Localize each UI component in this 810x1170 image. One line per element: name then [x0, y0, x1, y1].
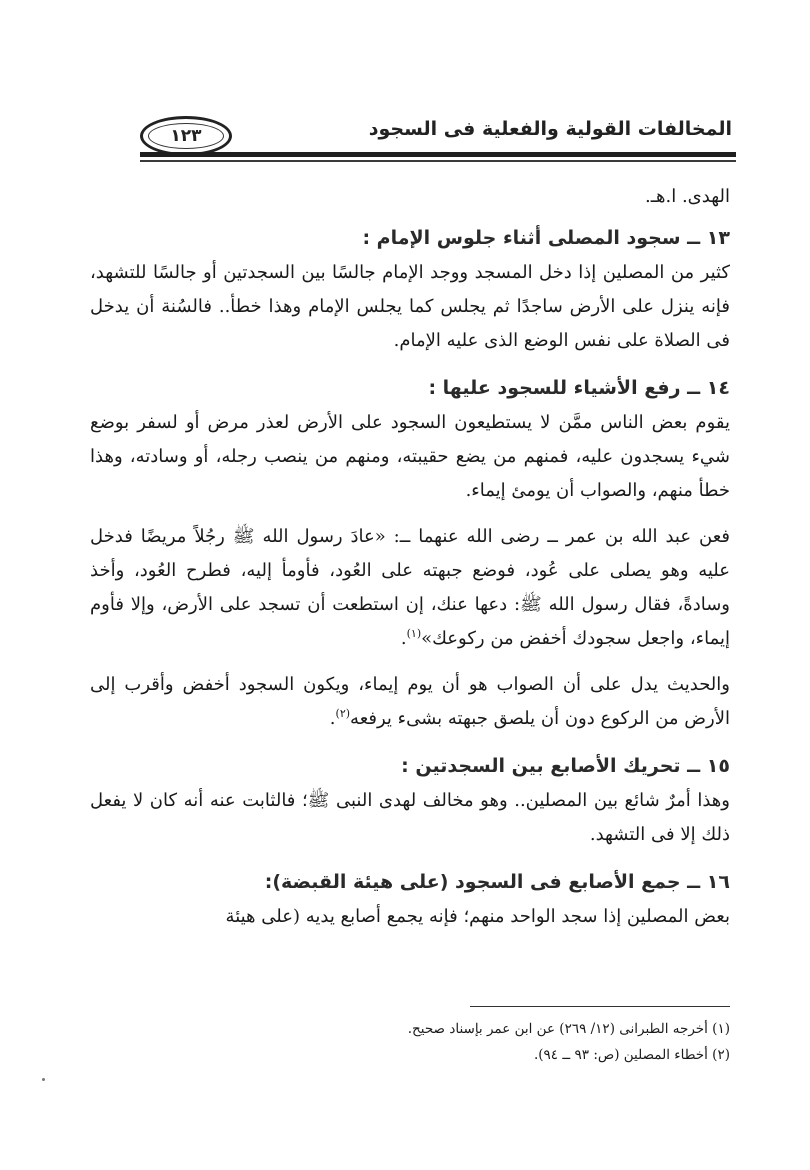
section-14-heading: ١٤ ــ رفع الأشياء للسجود عليها : [428, 377, 730, 399]
footnotes [90, 1016, 730, 1068]
hadith-text: فعن عبد الله بن عمر ــ رضى الله عنهما ــ: «عادَ رسول الله ﷺ رجُلاً مريضًا فدخل عليه وهو يصلى على عُود، فوضع جبهته على العُود، فأومأ إليه، فطرح العُود، وأخذ وسادةً، فقال رسول الله ﷺ: دعها عنك، إن استطعت أن تسجد على الأرض، وإلا فأوم إيماء، واجعل سجودك أخفض من ركوعك» [90, 526, 730, 649]
footnote-ref-1[interactable]: (١) [406, 627, 422, 640]
footnote-1: (١) أخرجه الطبرانى (١٢/ ٢٦٩) عن ابن عمر بإسناد صحيح. [407, 1021, 730, 1037]
scan-speck [42, 1078, 45, 1081]
footnote-ref-2[interactable]: (٢) [335, 707, 351, 720]
continuation-line: الهدى. ا.هـ. [645, 186, 730, 207]
running-header-title: المخالفات القولية والفعلية فى السجود [368, 118, 732, 140]
section-14-paragraph-1: يقوم بعض الناس ممَّن لا يستطيعون السجود على الأرض لعذر مرض أو لسفر بوضع شيء يسجدون عليه، فمنهم من يضع حقيبته، ومنهم من ينصب رجله، أو وسادته، وهذا خطأ منهم، والصواب أن يومئ إيماء. [90, 412, 730, 501]
section-13-heading: ١٣ ــ سجود المصلى أثناء جلوس الإمام : [362, 227, 730, 249]
section-15-heading: ١٥ ــ تحريك الأصابع بين السجدتين : [401, 755, 730, 777]
section-16-paragraph: بعض المصلين إذا سجد الواحد منهم؛ فإنه يجمع أصابع يديه (على هيئة [225, 906, 730, 927]
main-text [90, 180, 730, 946]
page-number: ١٢٣ [170, 126, 202, 146]
header-rule-thin [140, 160, 736, 162]
commentary-text: والحديث يدل على أن الصواب هو أن يوم إيماء، ويكون السجود أخفض وأقرب إلى الأرض من الركوع دون أن يلصق جبهته بشىء يرفعه [90, 674, 730, 729]
footnote-2: (٢) أخطاء المصلين (ص: ٩٣ ــ ٩٤). [533, 1047, 730, 1063]
section-14-paragraph-3: والحديث يدل على أن الصواب هو أن يوم إيماء، ويكون السجود أخفض وأقرب إلى الأرض من الركوع دون أن يلصق جبهته بشىء يرفعه$^{(٢)}$. [90, 674, 730, 729]
section-15-paragraph: وهذا أمرٌ شائع بين المصلين.. وهو مخالف لهدى النبى ﷺ؛ فالثابت عنه أنه كان لا يفعل ذلك إلا فى التشهد. [90, 790, 730, 845]
section-16-heading: ١٦ ــ جمع الأصابع فى السجود (على هيئة القبضة): [264, 871, 730, 893]
page-number-badge [140, 116, 232, 156]
section-13-paragraph: كثير من المصلين إذا دخل المسجد ووجد الإمام جالسًا بين السجدتين أو جالسًا للتشهد، فإنه ينزل على الأرض ساجدًا ثم يجلس كما يجلس الإمام وهذا خطأ.. فالسُنة أن يدخل فى الصلاة على نفس الوضع الذى عليه الإمام. [90, 262, 730, 351]
section-14-paragraph-2: فعن عبد الله بن عمر ــ رضى الله عنهما ــ: «عادَ رسول الله ﷺ رجُلاً مريضًا فدخل عليه وهو يصلى على عُود، فوضع جبهته على العُود، فأومأ إليه، فطرح العُود، وأخذ وسادةً، فقال رسول الله ﷺ: دعها عنك، إن استطعت أن تسجد على الأرض، وإلا فأوم إيماء، واجعل سجودك أخفض من ركوعك»$^{(١)}$. [90, 526, 730, 649]
header-rule-thick [140, 152, 736, 157]
footnote-separator [470, 1006, 730, 1007]
